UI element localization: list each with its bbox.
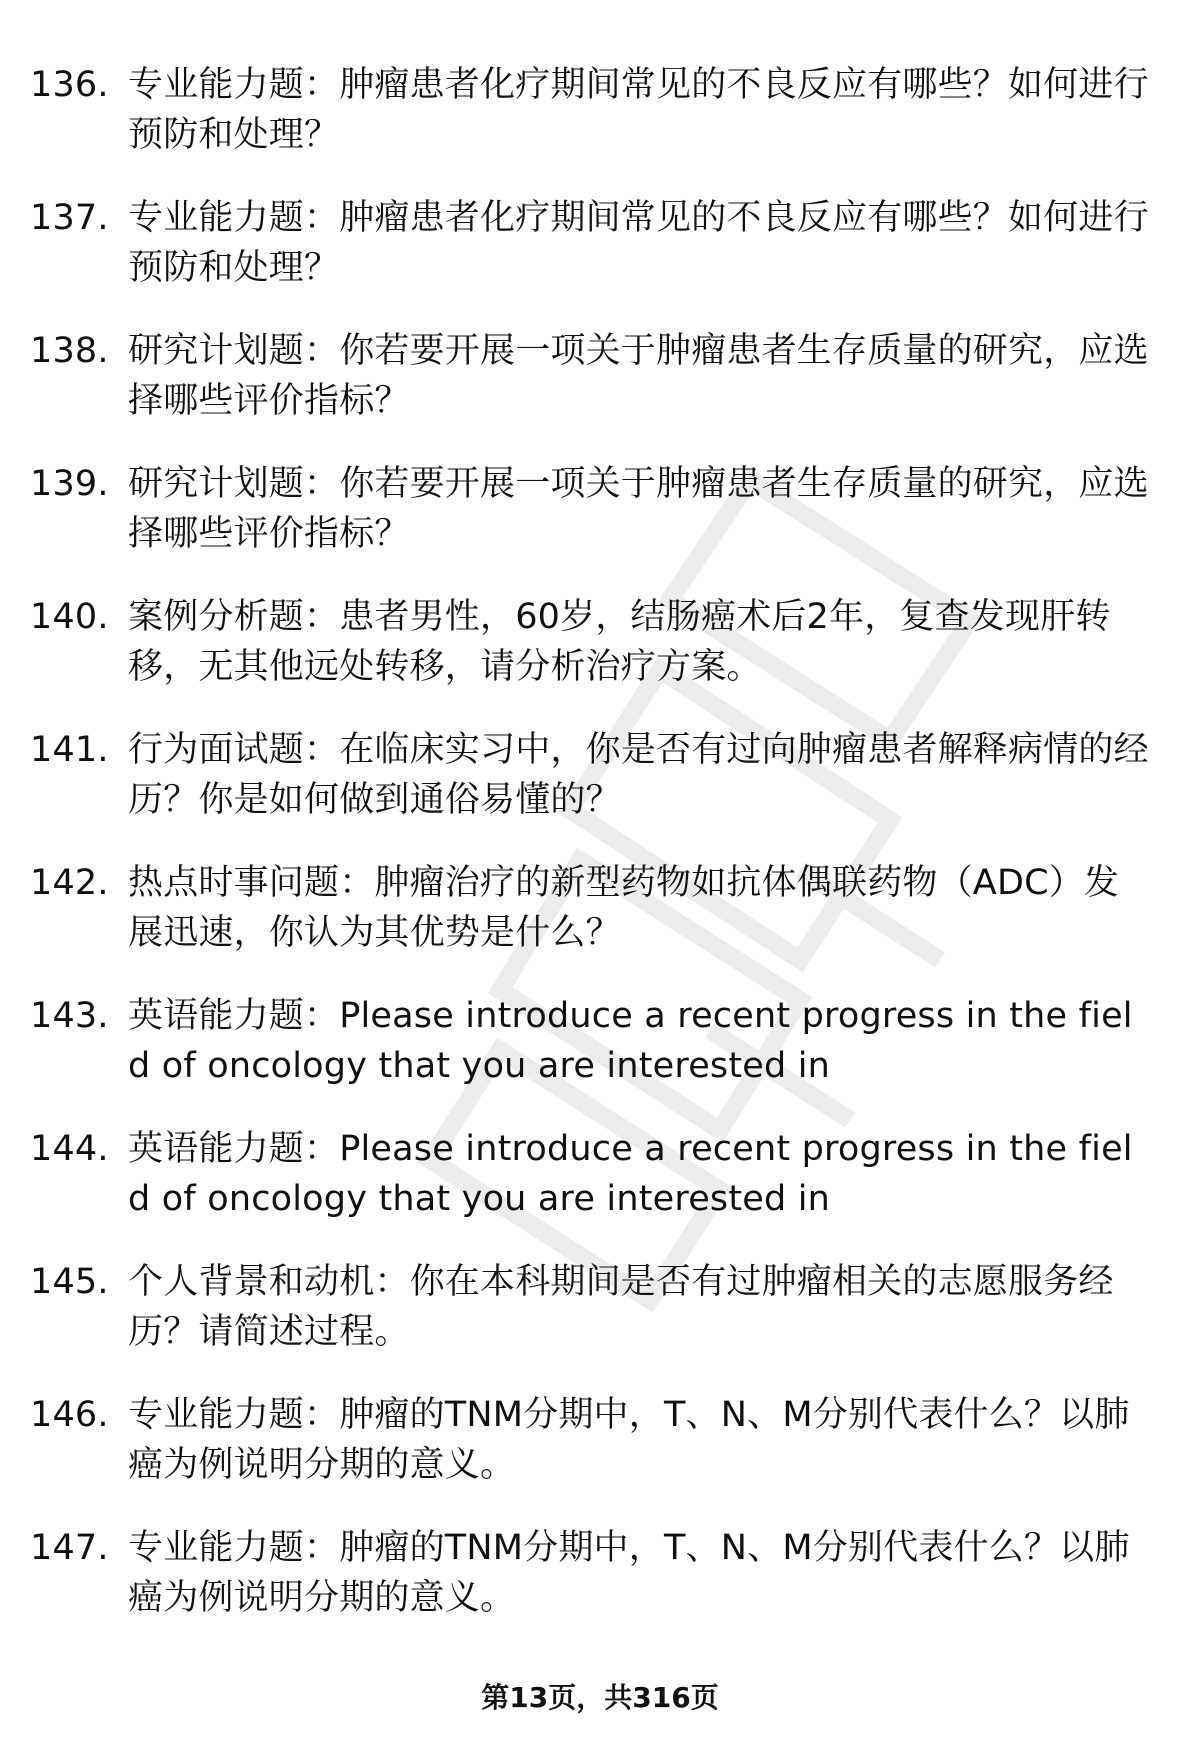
question-text: 个人背景和动机：你在本科期间是否有过肿瘤相关的志愿服务经历？请简述过程。 — [128, 1262, 1114, 1352]
question-text: 行为面试题：在临床实习中，你是否有过向肿瘤患者解释病情的经历？你是如何做到通俗易懂的？ — [128, 730, 1149, 820]
question-number: 144. — [30, 1129, 109, 1169]
list-item — [30, 193, 1150, 293]
question-text: 专业能力题：肿瘤的TNM分期中，T、N、M分别代表什么？以肺癌为例说明分期的意义。 — [128, 1528, 1130, 1618]
list-item — [30, 858, 1150, 958]
list-item — [30, 60, 1150, 160]
question-text: 案例分析题：患者男性，60岁，结肠癌术后2年，复查发现肝转移，无其他远处转移，请分析治疗方案。 — [128, 597, 1111, 687]
question-number: 136. — [30, 65, 109, 105]
question-text: 英语能力题：Please introduce a recent progress in the field of oncology that you are interested in — [128, 996, 1133, 1086]
list-item — [30, 991, 1150, 1091]
question-number: 146. — [30, 1395, 109, 1435]
question-text: 研究计划题：你若要开展一项关于肿瘤患者生存质量的研究，应选择哪些评价指标？ — [128, 464, 1149, 554]
list-item — [30, 725, 1150, 825]
list-item — [30, 1390, 1150, 1490]
question-number: 138. — [30, 331, 109, 371]
list-item — [30, 1523, 1150, 1623]
question-text: 研究计划题：你若要开展一项关于肿瘤患者生存质量的研究，应选择哪些评价指标？ — [128, 331, 1149, 421]
question-text: 英语能力题：Please introduce a recent progress in the field of oncology that you are interested in — [128, 1129, 1133, 1219]
question-number: 147. — [30, 1528, 109, 1568]
question-number: 141. — [30, 730, 109, 770]
list-item — [30, 459, 1150, 559]
question-number: 143. — [30, 996, 109, 1036]
list-item — [30, 592, 1150, 692]
question-number: 139. — [30, 464, 109, 504]
page-number-footer: 第13页，共316页 — [481, 1681, 719, 1714]
question-number: 142. — [30, 863, 109, 903]
question-text: 热点时事问题：肿瘤治疗的新型药物如抗体偶联药物（ADC）发展迅速，你认为其优势是什么？ — [128, 863, 1120, 953]
question-text: 专业能力题：肿瘤患者化疗期间常见的不良反应有哪些？如何进行预防和处理？ — [128, 198, 1149, 288]
list-item — [30, 1257, 1150, 1357]
list-item — [30, 1124, 1150, 1224]
question-number: 137. — [30, 198, 109, 238]
question-number: 140. — [30, 597, 109, 637]
question-number: 145. — [30, 1262, 109, 1302]
question-text: 专业能力题：肿瘤患者化疗期间常见的不良反应有哪些？如何进行预防和处理？ — [128, 65, 1149, 155]
list-item — [30, 326, 1150, 426]
question-text: 专业能力题：肿瘤的TNM分期中，T、N、M分别代表什么？以肺癌为例说明分期的意义。 — [128, 1395, 1130, 1485]
question-list — [30, 60, 1150, 1656]
